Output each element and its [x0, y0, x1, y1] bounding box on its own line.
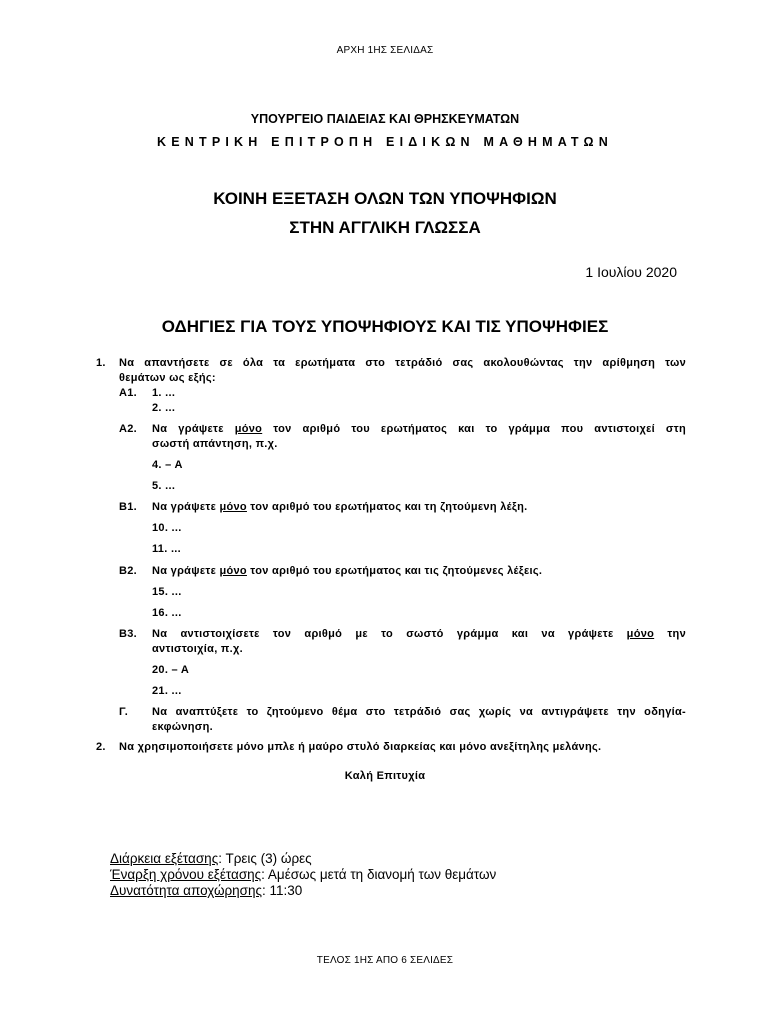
committee-name: ΚΕΝΤΡΙΚΗ ΕΠΙΤΡΟΠΗ ΕΙΔΙΚΩΝ ΜΑΘΗΜΑΤΩΝ: [157, 135, 613, 149]
item-1-line1: Να απαντήσετε σε όλα τα ερωτήματα στο τετράδιό σας ακολουθώντας την αρίθμηση των: [119, 357, 686, 369]
emphasis-only: μόνο: [219, 565, 247, 577]
exam-duration: Διάρκεια εξέτασης: Τρεις (3) ώρες: [110, 851, 312, 866]
ministry-name: ΥΠΟΥΡΓΕΙΟ ΠΑΙΔΕΙΑΣ ΚΑΙ ΘΡΗΣΚΕΥΜΑΤΩΝ: [250, 112, 520, 126]
item-2-number: 2.: [96, 741, 106, 753]
section-b1-label: Β1.: [119, 501, 138, 513]
section-b3-example-1: 20. – Α: [152, 664, 190, 676]
exam-date: 1 Ιουλίου 2020: [585, 264, 677, 280]
page-header: ΑΡΧΗ 1ΗΣ ΣΕΛΙΔΑΣ: [336, 45, 434, 56]
section-b3-line1: Να αντιστοιχίσετε τον αριθμό με το σωστό γράμμα και να γράψετε μόνο την: [152, 628, 686, 640]
exam-title-line2: ΣΤΗΝ ΑΓΓΛΙΚΗ ΓΛΩΣΣΑ: [289, 218, 481, 237]
item-2-text: Να χρησιμοποιήσετε μόνο μπλε ή μαύρο στυλό διαρκείας και μόνο ανεξίτηλης μελάνης.: [119, 741, 602, 753]
item-1-number: 1.: [96, 357, 106, 369]
section-g-line2: εκφώνηση.: [152, 721, 213, 733]
section-b1-example-2: 11. ...: [152, 543, 182, 555]
section-g-label: Γ.: [119, 706, 129, 718]
section-b2-text: Να γράψετε μόνο τον αριθμό του ερωτήματος και τις ζητούμενες λέξεις.: [152, 565, 543, 577]
section-b2-label: Β2.: [119, 565, 138, 577]
exam-leave-time: Δυνατότητα αποχώρησης: 11:30: [110, 883, 303, 898]
good-luck: Καλή Επιτυχία: [344, 770, 426, 782]
section-a1-example-1: 1. ...: [152, 387, 176, 399]
section-a2-line2: σωστή απάντηση, π.χ.: [152, 438, 278, 450]
section-b1-example-1: 10. ...: [152, 522, 182, 534]
section-a1-example-2: 2. ...: [152, 402, 176, 414]
section-b1-text: Να γράψετε μόνο τον αριθμό του ερωτήματος και τη ζητούμενη λέξη.: [152, 501, 528, 513]
section-b2-example-1: 15. ...: [152, 586, 182, 598]
emphasis-only: μόνο: [234, 423, 263, 435]
emphasis-only: μόνο: [219, 501, 247, 513]
section-b3-line2: αντιστοιχία, π.χ.: [152, 643, 243, 655]
instructions-title: ΟΔΗΓΙΕΣ ΓΙΑ ΤΟΥΣ ΥΠΟΨΗΦΙΟΥΣ ΚΑΙ ΤΙΣ ΥΠΟΨΗΦΙΕΣ: [161, 317, 609, 336]
emphasis-only: μόνο: [626, 628, 655, 640]
section-g-line1: Να αναπτύξετε το ζητούμενο θέμα στο τετράδιό σας χωρίς να αντιγράψετε την οδηγία-: [152, 706, 686, 718]
exam-title-line1: ΚΟΙΝΗ ΕΞΕΤΑΣΗ ΟΛΩΝ ΤΩΝ ΥΠΟΨΗΦΙΩΝ: [213, 189, 557, 208]
section-a2-label: Α2.: [119, 423, 138, 435]
item-1-line2: θεμάτων ως εξής:: [119, 372, 216, 384]
exam-start-time: Έναρξη χρόνου εξέτασης: Αμέσως μετά τη διανομή των θεμάτων: [110, 867, 497, 882]
section-b2-example-2: 16. ...: [152, 607, 182, 619]
section-a2-line1: Να γράψετε μόνο τον αριθμό του ερωτήματος και το γράμμα που αντιστοιχεί στη: [152, 423, 686, 435]
section-b3-example-2: 21. ...: [152, 685, 182, 697]
section-a2-example-1: 4. – Α: [152, 459, 183, 471]
section-b3-label: Β3.: [119, 628, 138, 640]
section-a1-label: Α1.: [119, 387, 138, 399]
page-footer: ΤΕΛΟΣ 1ΗΣ ΑΠΟ 6 ΣΕΛΙΔΕΣ: [316, 955, 454, 966]
section-a2-example-2: 5. ...: [152, 480, 176, 492]
